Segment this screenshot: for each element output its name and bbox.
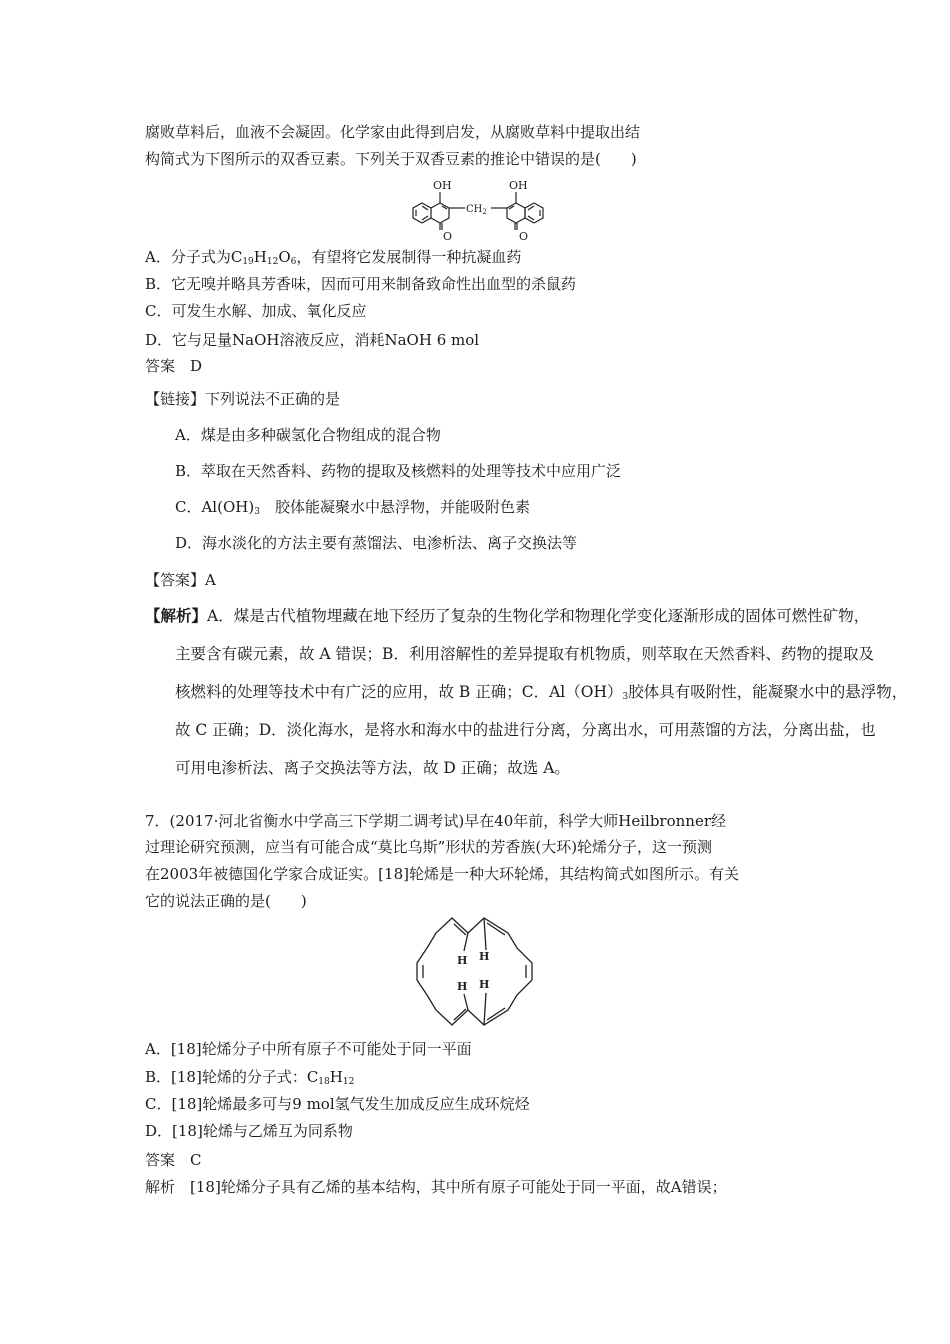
link-option-a: A．煤是由多种碳氢化合物组成的混合物 [175, 426, 441, 444]
link-title: 【链接】下列说法不正确的是 [145, 390, 341, 408]
q6-option-d: D．它与足量NaOH溶液反应，消耗NaOH 6 mol [145, 331, 480, 349]
link-explanation-line-5: 可用电渗析法、离子交换法等方法，故 D 正确；故选 A。 [175, 759, 570, 777]
link-explanation-line-4: 故 C 正确；D．淡化海水，是将水和海水中的盐进行分离，分离出水，可用蒸馏的方法，分离出盐，也 [175, 721, 876, 739]
h-label-3: H [457, 980, 468, 993]
link-option-d: D．海水淡化的方法主要有蒸馏法、电渗析法、离子交换法等 [175, 534, 578, 552]
annulene-structure [412, 913, 537, 1031]
link-explanation-line-3: 核燃料的处理等技术中有广泛的应用，故 B 正确；C．$Al(OH)_3$胶体具有吸附性，能凝聚水中的悬浮物， [175, 683, 908, 702]
dicoumarol-structure [395, 176, 570, 242]
q7-option-a: A．[18]轮烯分子中所有原子不可能处于同一平面 [145, 1040, 472, 1058]
h-label-2: H [479, 950, 490, 963]
q7-stem-line-2: 过理论研究预测，应当有可能合成“莫比乌斯”形状的芳香族(大环)轮烯分子，这一预测 [145, 838, 713, 856]
q6-option-b: B．它无嗅并略具芳香味，因而可用来制备致命性出血型的杀鼠药 [145, 275, 577, 293]
q6-stem-line-1: 腐败草料后，血液不会凝固。化学家由此得到启发，从腐败草料中提取出结 [145, 123, 641, 141]
link-option-b: B．萃取在天然香料、药物的提取及核燃料的处理等技术中应用广泛 [175, 462, 622, 480]
o-label-left: O [443, 230, 453, 242]
h-label-4: H [479, 978, 490, 991]
link-explanation-line-1: 【解析】A．煤是古代植物埋藏在地下经历了复杂的生物化学和物理化学变化逐渐形成的固体可燃性矿物， [145, 606, 870, 625]
q7-stem-line-3: 在2003年被德国化学家合成证实。[18]轮烯是一种大环轮烯，其结构简式如图所示。有关 [145, 865, 739, 883]
q7-analysis: 解析 [18]轮烯分子具有乙烯的基本结构，其中所有原子可能处于同一平面，故A错误； [145, 1178, 727, 1196]
q6-answer: 答案 D [145, 357, 203, 375]
q7-option-d: D．[18]轮烯与乙烯互为同系物 [145, 1122, 353, 1140]
h-label-1: H [457, 954, 468, 967]
oh-label-left: OH [433, 179, 452, 192]
q7-option-b: B．[18]轮烯的分子式：$C_{18}H_{12}$ [145, 1068, 355, 1087]
q7-stem-line-4: 它的说法正确的是( ) [145, 892, 307, 910]
ch2-label: CH [466, 204, 483, 215]
o-label-right: O [519, 230, 529, 242]
link-option-c: C．$Al(OH)_3$ 胶体能凝聚水中悬浮物，并能吸附色素 [175, 498, 530, 517]
q6-option-a: A．分子式为$C_{19}H_{12}O_6$，有望将它发展制得一种抗凝血药 [145, 248, 522, 267]
svg-text:CH2 [466, 204, 487, 216]
q6-stem-line-2: 构简式为下图所示的双香豆素。下列关于双香豆素的推论中错误的是( ) [145, 150, 637, 168]
ch2-subscript: 2 [482, 208, 487, 216]
oh-label-right: OH [509, 179, 528, 192]
q7-answer: 答案 C [145, 1151, 202, 1169]
q6-option-c: C．可发生水解、加成、氧化反应 [145, 302, 367, 320]
q7-option-c: C．[18]轮烯最多可与9 mol氢气发生加成反应生成环烷烃 [145, 1095, 530, 1113]
link-explanation-line-2: 主要含有碳元素，故 A 错误；B．利用溶解性的差异提取有机物质，则萃取在天然香料、药物的提取及 [175, 645, 874, 663]
explanation-tag: 【解析】 [145, 606, 208, 625]
link-answer: 【答案】A [145, 571, 216, 589]
q7-stem-line-1: 7．(2017·河北省衡水中学高三下学期二调考试)早在40年前，科学大师Heilbronner经 [145, 812, 727, 830]
